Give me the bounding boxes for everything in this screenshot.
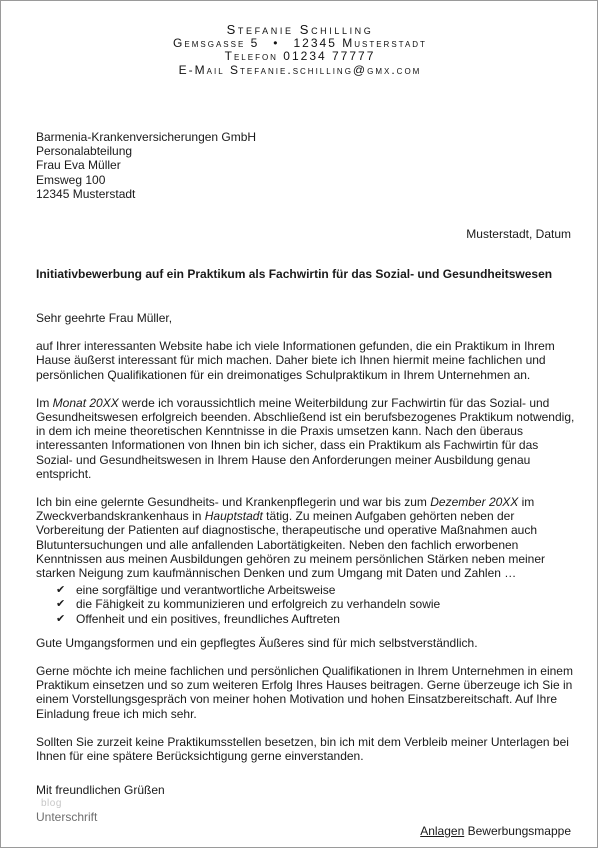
list-item: ✔ eine sorgfältige und verantwortliche Arbeitsweise — [56, 583, 336, 598]
checkmark-icon: ✔ — [56, 612, 66, 625]
sender-street: Gemsgasse 5 — [173, 35, 260, 50]
separator-dot: • — [273, 35, 280, 50]
recipient-line: Emsweg 100 — [36, 172, 106, 187]
enclosure-label: Anlagen — [420, 824, 465, 838]
closing: Mit freundlichen Grüßen — [36, 783, 165, 797]
recipient-line: Frau Eva Müller — [36, 158, 121, 173]
strengths-list — [36, 583, 576, 626]
sender-header — [1, 23, 599, 77]
recipient-address — [36, 130, 256, 201]
recipient-line: Barmenia-Krankenversicherungen GmbH — [36, 130, 257, 144]
paragraph-4: Gute Umgangsformen und ein gepflegtes Äußeres sind für mich selbstverständlich. — [36, 635, 478, 650]
date-line: Musterstadt, Datum — [466, 227, 571, 241]
subject-line: Initiativbewerbung auf ein Praktikum als Fachwirtin für das Sozial- und Gesundheitswesen — [36, 267, 553, 281]
sender-email: E-Mail Stefanie.schilling@gmx.com — [178, 62, 422, 77]
paragraph-2: Im Monat 20XX werde ich voraussichtlich meine Weiterbildung zur Fachwirtin für das Sozial- und Gesundheitswesen erfolgreich beenden. Abschließend ist ein berufsbezogenes Praktikum notwendig, in dem ich meine theoretischen Kenntnisse in die Praxis umsetzen kann. Nach den überaus interessanten Informationen von Ihnen bin ich sicher, dass ein Praktikum als Fachwirtin für das Sozial- und Gesundheitswesen in Ihrem Hause den Anforderungen meiner Ausbildung genau entspricht. — [36, 395, 575, 481]
placeholder-date: Dezember 20XX — [430, 495, 519, 510]
recipient-line: Personalabteilung — [36, 144, 133, 159]
salutation: Sehr geehrte Frau Müller, — [36, 311, 173, 325]
paragraph-5: Gerne möchte ich meine fachlichen und persönlichen Qualifikationen in Ihrem Unternehmen in einem Praktikum einsetzen und so zum weiteren Erfolg Ihres Hauses beitragen. Gerne überzeuge ich Sie in einem Vorstellungsgespräch von meiner hohen Motivation und hohen Einsatzbereitschaft. Auf Ihre Einladung freue ich mich sehr. — [36, 664, 573, 721]
sender-city: 12345 Musterstadt — [293, 35, 427, 50]
sender-name: Stefanie Schilling — [226, 22, 374, 37]
paragraph-1: auf Ihrer interessanten Website habe ich viele Informationen gefunden, die ein Praktikum in Ihrem Hause äußerst interessant für mich machen. Daher biete ich Ihnen hiermit meine fachlichen und persönlichen Qualifikationen für ein dreimonatiges Schulpraktikum in Ihrem Unternehmen an. — [36, 339, 555, 382]
enclosure-text: Bewerbungsmappe — [467, 824, 571, 838]
watermark: blog — [41, 798, 62, 809]
recipient-line: 12345 Musterstadt — [36, 186, 136, 201]
signature: Unterschrift — [36, 810, 98, 824]
list-item: ✔ Offenheit und ein positives, freundliches Auftreten — [56, 611, 340, 626]
placeholder-month: Monat 20XX — [52, 395, 119, 410]
list-item: ✔ die Fähigkeit zu kommunizieren und erfolgreich zu verhandeln sowie — [56, 597, 441, 612]
placeholder-city: Hauptstadt — [204, 509, 263, 524]
paragraph-3: Ich bin eine gelernte Gesundheits- und Krankenpflegerin und war bis zum Dezember 20XX im Zweckverbandskrankenhaus in Hauptstadt tätig. Zu meinen Aufgaben gehörten neben der Vorbereitung der Patienten auf diagnostische, therapeutische und operative Maßnahmen auch Blutuntersuchungen und alle anfallenden Labortätigkeiten. Neben den fachlich erworbenen Kenntnissen aus meinen Ausbildungen gehören zu meinem persönlichen Stärken neben meiner starken Neigung zum kaufmännischen Denken und zum Umgang mit Daten und Zahlen … — [36, 495, 545, 581]
enclosure-line — [420, 824, 571, 838]
checkmark-icon: ✔ — [56, 598, 66, 611]
sender-phone: Telefon 01234 77777 — [224, 49, 376, 63]
paragraph-6: Sollten Sie zurzeit keine Praktikumsstellen besetzen, bin ich mit dem Verbleib meiner Unterlagen bei Ihnen für eine spätere Berücksichtigung gerne einverstanden. — [36, 734, 569, 764]
sender-address — [1, 37, 599, 51]
checkmark-icon: ✔ — [56, 584, 66, 597]
letter-body — [36, 311, 576, 763]
